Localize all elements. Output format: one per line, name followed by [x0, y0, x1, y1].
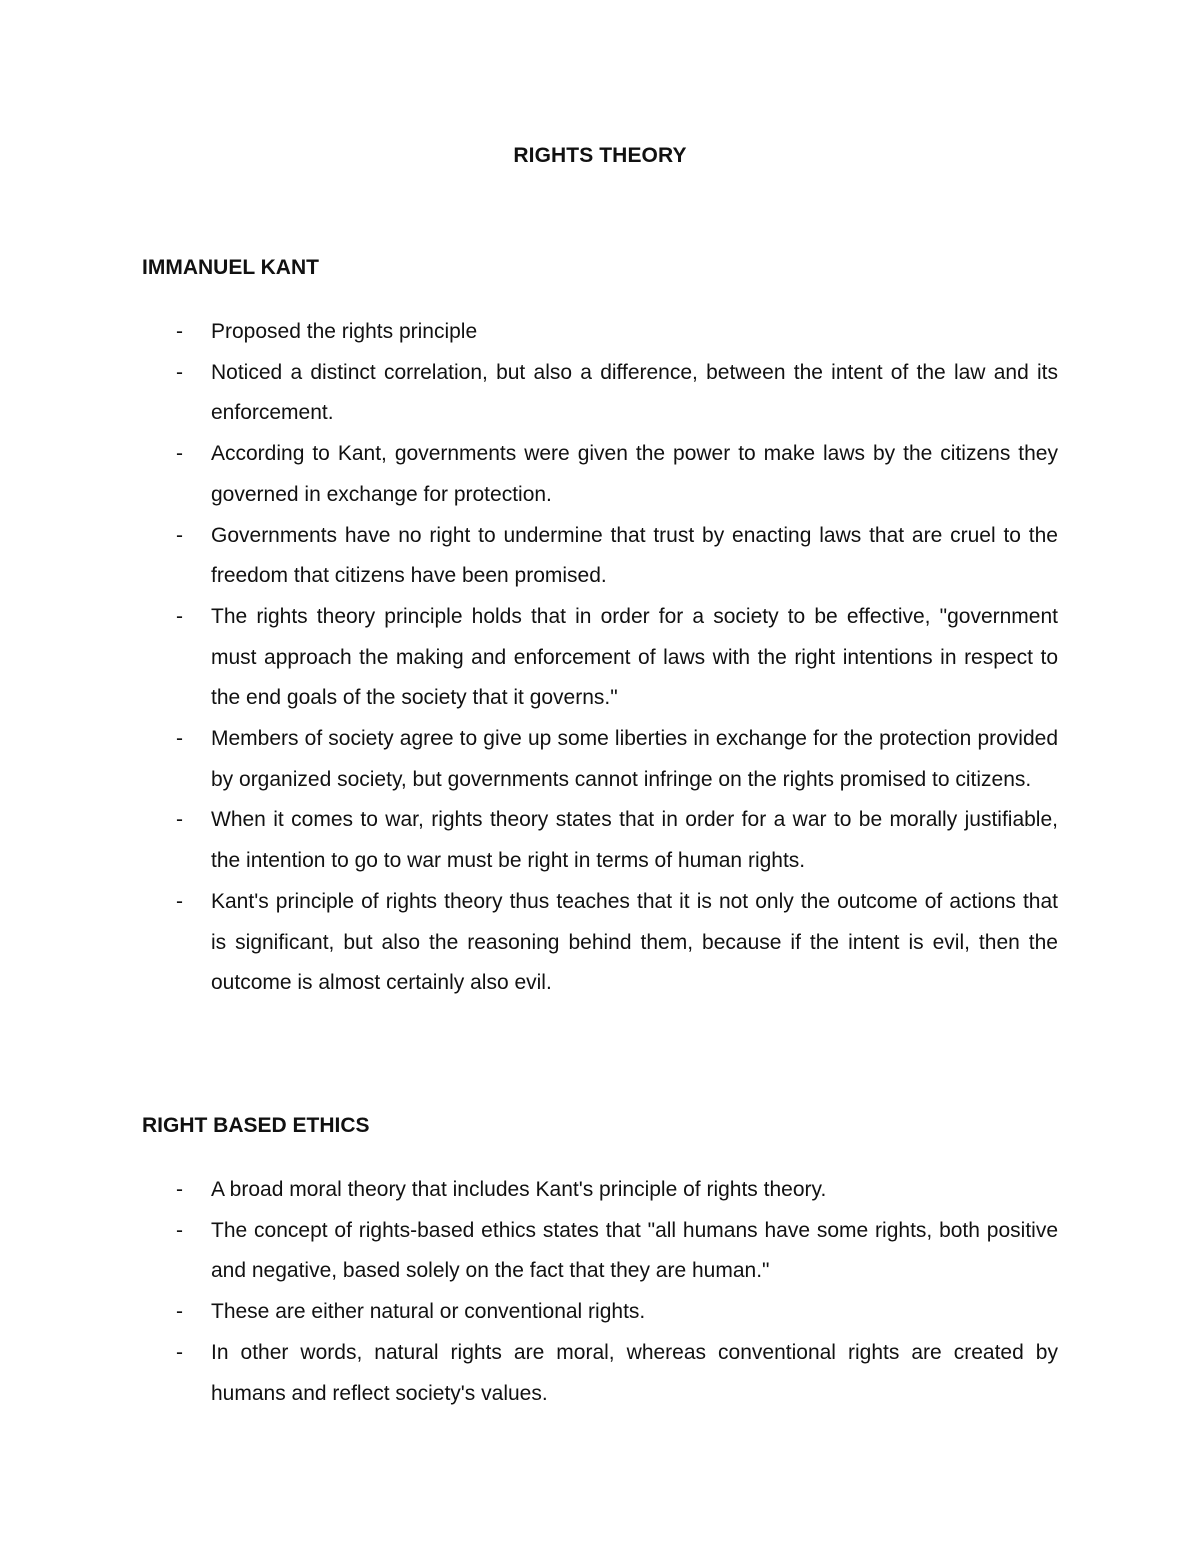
list-item-text: Kant's principle of rights theory thus teaches that it is not only the outcome of actions that is significant, but also the reasoning behind them, because if the intent is evil, then the outcome is almost certainly also evil. — [211, 889, 1058, 995]
bullet-dash: - — [176, 360, 183, 384]
list-item-text: These are either natural or conventional rights. — [211, 1300, 646, 1324]
list-item-text: The rights theory principle holds that in order for a society to be effective, "government must approach the making and enforcement of laws with the right intentions in respect to the end goals of the society that it governs." — [211, 604, 1058, 710]
list-item — [142, 1170, 1058, 1211]
list-item — [142, 353, 1058, 434]
list-item-text: Noticed a distinct correlation, but also a difference, between the intent of the law and its enforcement. — [211, 360, 1058, 425]
list-item-text: A broad moral theory that includes Kant's principle of rights theory. — [211, 1178, 827, 1201]
section-immanuel-kant — [142, 255, 1058, 1004]
list-item — [142, 1292, 1058, 1333]
bullet-dash: - — [176, 604, 183, 628]
section-right-based-ethics — [142, 1113, 1058, 1414]
list-item-text: In other words, natural rights are moral, whereas conventional rights are created by humans and reflect society's values. — [211, 1340, 1058, 1405]
bullet-dash: - — [176, 808, 183, 832]
bullet-dash: - — [176, 1218, 183, 1242]
list-item-text: Members of society agree to give up some liberties in exchange for the protection provided by organized society, but governments cannot infringe on the rights promised to citizens. — [211, 727, 1058, 791]
bullet-dash: - — [176, 889, 183, 913]
bullet-dash: - — [176, 727, 183, 751]
bullet-list — [142, 312, 1058, 1004]
bullet-dash: - — [176, 1340, 183, 1364]
list-item — [142, 1211, 1058, 1292]
list-item-text: According to Kant, governments were given the power to make laws by the citizens they governed in exchange for protection. — [211, 442, 1058, 506]
list-item — [142, 719, 1058, 800]
section-heading: RIGHT BASED ETHICS — [142, 1114, 370, 1137]
page-title: RIGHTS THEORY — [513, 144, 687, 167]
list-item — [142, 1333, 1058, 1414]
bullet-dash: - — [176, 442, 183, 466]
list-item — [142, 434, 1058, 515]
list-item-text: The concept of rights-based ethics states that "all humans have some rights, both positive and negative, based solely on the fact that they are human." — [211, 1218, 1058, 1283]
bullet-list — [142, 1170, 1058, 1414]
list-item — [142, 800, 1058, 881]
bullet-dash: - — [176, 523, 183, 547]
bullet-dash: - — [176, 1300, 183, 1324]
list-item-text: When it comes to war, rights theory states that in order for a war to be morally justifiable, the intention to go to war must be right in terms of human rights. — [211, 808, 1058, 873]
list-item — [142, 597, 1058, 719]
list-item — [142, 516, 1058, 597]
bullet-dash: - — [176, 1178, 183, 1201]
list-item-text: Proposed the rights principle — [211, 320, 478, 343]
list-item — [142, 312, 1058, 353]
list-item-text: Governments have no right to undermine that trust by enacting laws that are cruel to the freedom that citizens have been promised. — [211, 523, 1058, 588]
bullet-dash: - — [176, 320, 183, 343]
list-item — [142, 882, 1058, 1004]
section-heading: IMMANUEL KANT — [142, 256, 319, 279]
